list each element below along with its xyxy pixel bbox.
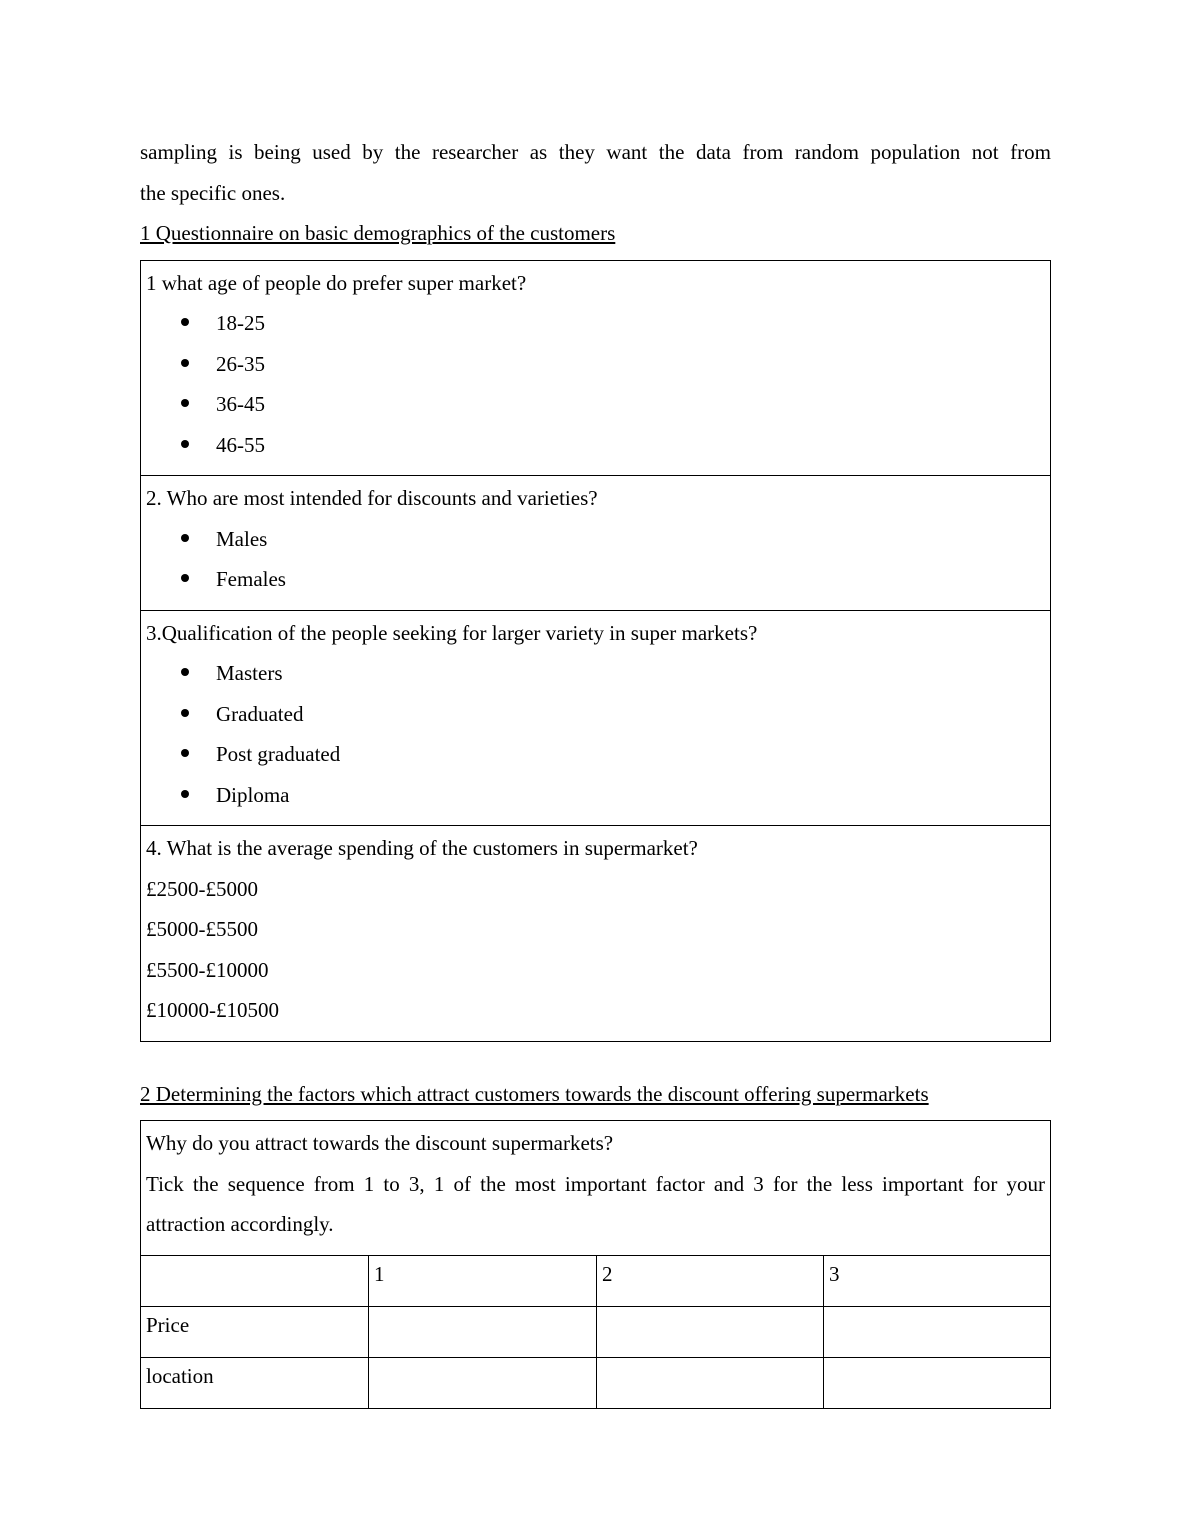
question-row [141, 260, 1051, 476]
intro-line-1: sampling is being used by the researcher as they want the data from random population not from [140, 140, 1051, 164]
list-item [146, 384, 1045, 425]
option-label: 18-25 [216, 311, 265, 335]
header-cell-blank [141, 1255, 369, 1306]
list-item [146, 425, 1045, 466]
question-cell-2 [141, 476, 1051, 611]
ranking-question: Why do you attract towards the discount supermarkets? [146, 1131, 614, 1155]
option-label: Diploma [216, 782, 290, 807]
bullet-icon [181, 318, 189, 326]
tick-cell[interactable] [824, 1357, 1051, 1408]
question-row [141, 826, 1051, 1042]
option-label: £10000-£10500 [146, 998, 279, 1022]
option-label: Masters [216, 661, 283, 685]
table-row [141, 1357, 1051, 1408]
list-item [146, 344, 1045, 385]
header-cell-1: 1 [369, 1255, 597, 1306]
option-label: Males [216, 526, 268, 551]
bullet-icon [181, 709, 189, 717]
option-label: 36-45 [216, 392, 265, 416]
intro-line-2: the specific ones. [140, 180, 286, 205]
option-label: Graduated [216, 701, 304, 726]
question-text: 3.Qualification of the people seeking for larger variety in super markets? [146, 620, 758, 645]
bullet-icon [181, 668, 189, 676]
question-cell-4 [141, 826, 1051, 1042]
question-cell-1 [141, 260, 1051, 476]
tick-cell[interactable] [369, 1357, 597, 1408]
table-header-row [141, 1255, 1051, 1306]
question-row [141, 610, 1051, 826]
option-list [146, 303, 1045, 465]
option-list [146, 653, 1045, 815]
list-item [146, 694, 1045, 735]
list-item [146, 559, 1045, 600]
option-label: 46-55 [216, 432, 265, 457]
list-item [146, 303, 1045, 344]
row-label-price: Price [141, 1306, 369, 1357]
ranking-instruction: Tick the sequence from 1 to 3, 1 of the most important factor and 3 for the less important for your attraction accordingly. [146, 1171, 1045, 1236]
ranking-instruction-cell [141, 1121, 1051, 1256]
option-label: £2500-£5000 [146, 876, 258, 901]
tick-cell[interactable] [369, 1306, 597, 1357]
option-label: Post graduated [216, 742, 341, 766]
option-label: £5000-£5500 [146, 917, 258, 941]
list-item [146, 653, 1045, 694]
header-cell-2: 2 [597, 1255, 824, 1306]
bullet-icon [181, 574, 189, 582]
list-item [146, 519, 1045, 560]
list-item [146, 775, 1045, 816]
option-label: £5500-£10000 [146, 957, 269, 982]
tick-cell[interactable] [824, 1306, 1051, 1357]
section1-heading: 1 Questionnaire on basic demographics of the customers [140, 221, 616, 245]
bullet-icon [181, 790, 189, 798]
table-row [141, 1306, 1051, 1357]
list-item [146, 734, 1045, 775]
section-spacer [140, 1042, 1051, 1074]
document-page [140, 132, 1051, 1409]
question-cell-3 [141, 610, 1051, 826]
question-text: 2. Who are most intended for discounts and varieties? [146, 486, 598, 510]
tick-cell[interactable] [597, 1306, 824, 1357]
bullet-icon [181, 749, 189, 757]
row-label-location: location [141, 1357, 369, 1408]
demographics-table [140, 260, 1051, 1042]
question-row [141, 476, 1051, 611]
question-text: 4. What is the average spending of the customers in supermarket? [146, 836, 698, 860]
ranking-table [140, 1120, 1051, 1409]
bullet-icon [181, 440, 189, 448]
bullet-icon [181, 359, 189, 367]
header-cell-3: 3 [824, 1255, 1051, 1306]
table-row [141, 1121, 1051, 1256]
bullet-icon [181, 399, 189, 407]
option-list [146, 519, 1045, 600]
bullet-icon [181, 534, 189, 542]
option-label: Females [216, 567, 286, 591]
option-label: 26-35 [216, 351, 265, 376]
question-text: 1 what age of people do prefer super market? [146, 270, 527, 295]
section2-heading: 2 Determining the factors which attract customers towards the discount offering supermarkets [140, 1081, 929, 1106]
tick-cell[interactable] [597, 1357, 824, 1408]
